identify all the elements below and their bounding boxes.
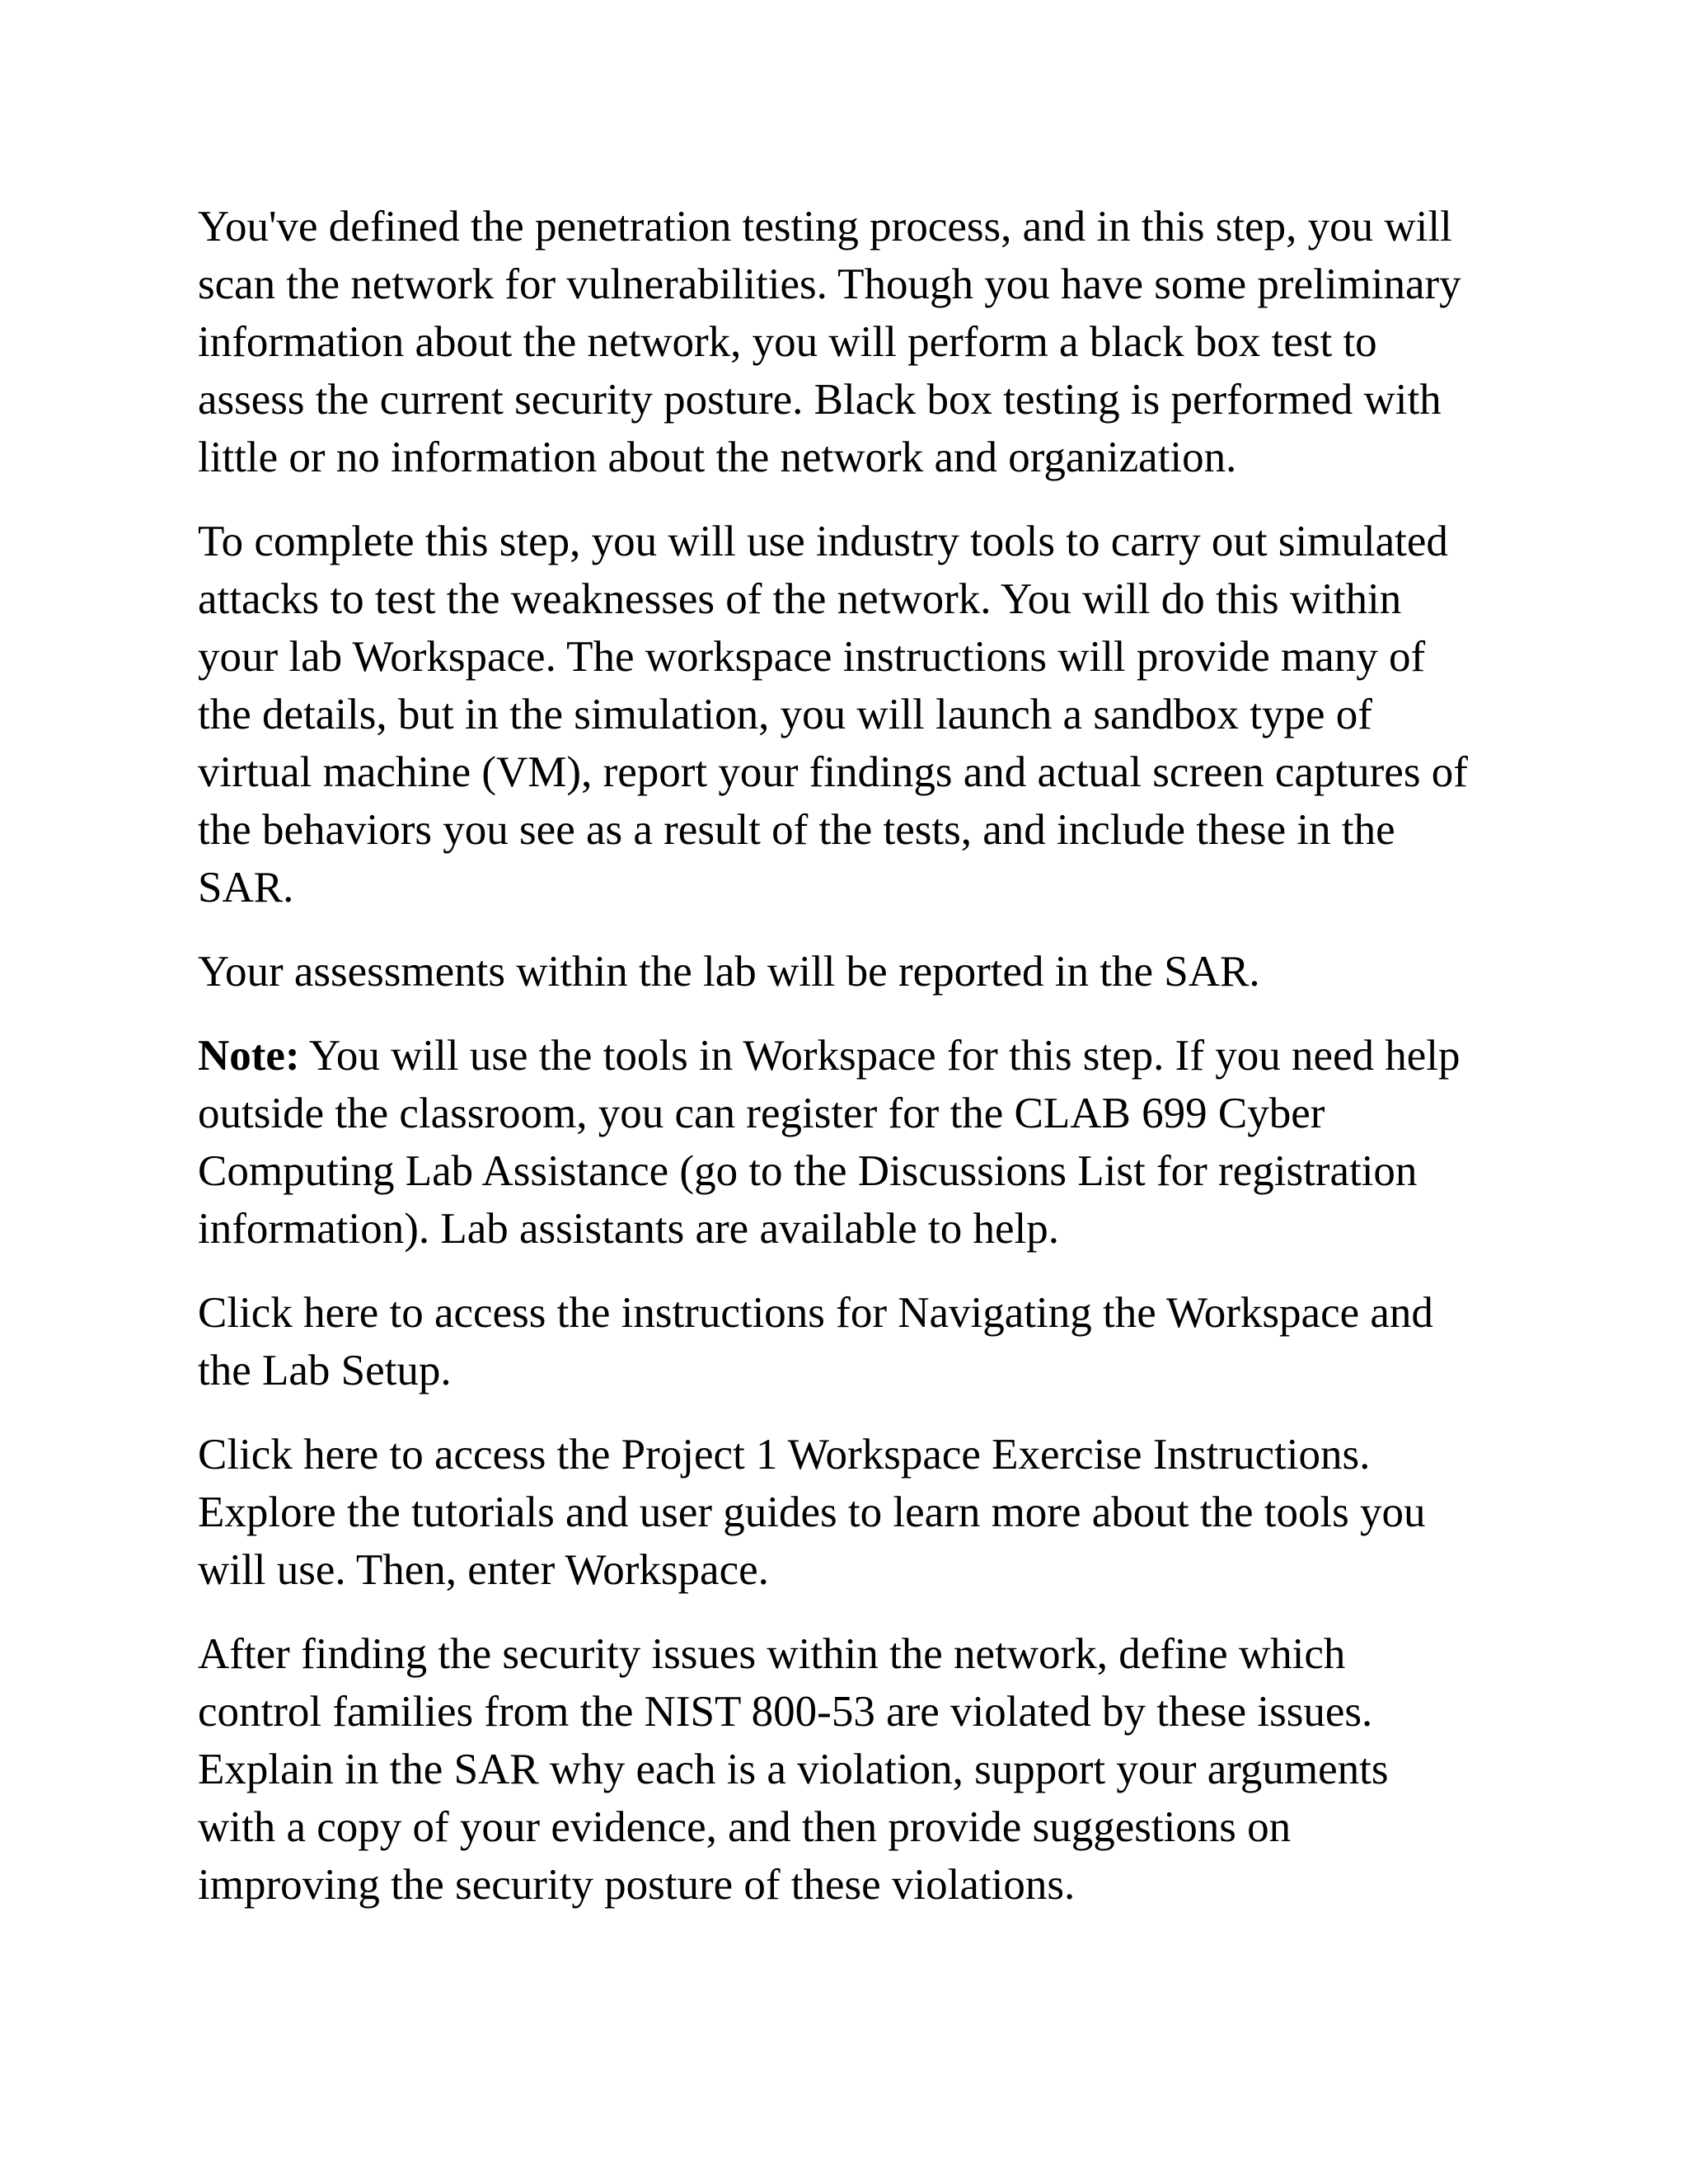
text-line: will use. Then, enter Workspace. — [198, 1546, 769, 1594]
text-line: your lab Workspace. The workspace instructions will provide many of — [198, 633, 1426, 681]
document-page — [198, 198, 1500, 1940]
text-line: little or no information about the network and organization. — [198, 434, 1237, 481]
text-line: virtual machine (VM), report your findings and actual screen captures of — [198, 748, 1468, 796]
text-line: attacks to test the weaknesses of the network. You will do this within — [198, 575, 1402, 623]
text-line: assess the current security posture. Black box testing is performed with — [198, 376, 1442, 424]
text-line: To complete this step, you will use industry tools to carry out simulated — [198, 518, 1448, 565]
text-line: Explain in the SAR why each is a violation, support your arguments — [198, 1746, 1389, 1793]
text-line: After finding the security issues within the network, define which — [198, 1630, 1346, 1678]
paragraph-intro — [198, 198, 1500, 486]
paragraph-exercise-instructions — [198, 1426, 1500, 1599]
text-line: Explore the tutorials and user guides to learn more about the tools you — [198, 1488, 1426, 1536]
text-line: with a copy of your evidence, and then provide suggestions on — [198, 1803, 1292, 1851]
text-line: outside the classroom, you can register for the CLAB 699 Cyber — [198, 1090, 1325, 1137]
text-line: Click here to access the instructions for Navigating the Workspace and — [198, 1289, 1433, 1337]
text-line: You will use the tools in Workspace for this step. If you need help — [299, 1032, 1461, 1080]
note-label: Note: — [198, 1032, 300, 1080]
text-line: the Lab Setup. — [198, 1347, 452, 1394]
paragraph-complete-step — [198, 513, 1500, 916]
text-line: SAR. — [198, 864, 294, 912]
text-line: the behaviors you see as a result of the tests, and include these in the — [198, 806, 1395, 854]
text-line: information). Lab assistants are available to help. — [198, 1205, 1059, 1253]
text-line: scan the network for vulnerabilities. Though you have some preliminary — [198, 260, 1461, 308]
text-line: Click here to access the Project 1 Workspace Exercise Instructions. — [198, 1431, 1371, 1479]
paragraph-assessments — [198, 943, 1500, 1001]
text-line: information about the network, you will perform a black box test to — [198, 318, 1377, 366]
text-line: the details, but in the simulation, you will launch a sandbox type of — [198, 691, 1372, 738]
paragraph-navigating-workspace — [198, 1284, 1500, 1399]
text-line: Your assessments within the lab will be reported in the SAR. — [198, 948, 1260, 996]
text-line: improving the security posture of these violations. — [198, 1861, 1076, 1909]
paragraph-nist-violations — [198, 1625, 1500, 1914]
text-line: You've defined the penetration testing process, and in this step, you will — [198, 203, 1452, 251]
text-line: Computing Lab Assistance (go to the Discussions List for registration — [198, 1147, 1418, 1195]
text-line: control families from the NIST 800-53 are violated by these issues. — [198, 1688, 1373, 1736]
paragraph-note — [198, 1027, 1500, 1258]
